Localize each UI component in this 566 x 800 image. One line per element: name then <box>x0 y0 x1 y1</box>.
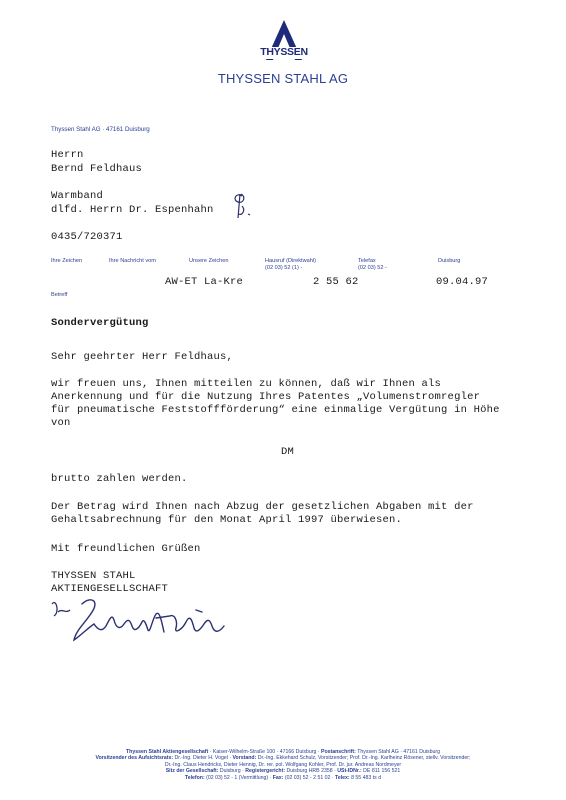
hausruf-value: 2 55 62 <box>313 276 359 288</box>
paragraph-3 <box>51 501 474 527</box>
label-hausruf: Hausruf (Direktwahl) (02 03) 52 (1) - <box>265 258 316 271</box>
footer <box>40 749 526 781</box>
label-unsere-zeichen: Unsere Zeichen <box>189 258 229 264</box>
label-ihre-zeichen: Ihre Zeichen <box>51 258 83 264</box>
paragraph-1-line: von <box>51 417 71 429</box>
recipient-number: 0435/720371 <box>51 231 123 243</box>
recipient-name: Bernd Feldhaus <box>51 163 143 175</box>
paragraph-1-line: Anerkennung und für die Nutzung Ihres Patentes „Volumenstromregler <box>51 391 481 403</box>
label-telefax: Telefax (02 03) 52 - <box>358 258 387 271</box>
paragraph-1-line: wir freuen uns, Ihnen mitteilen zu können, daß wir Ihnen als <box>51 378 442 390</box>
signatory-company-form: AKTIENGESELLSCHAFT <box>51 583 169 595</box>
recipient-department: Warmband <box>51 190 104 202</box>
subject: Sondervergütung <box>51 317 149 329</box>
signatory-company: THYSSEN STAHL <box>51 570 136 582</box>
company-name: THYSSEN STAHL AG <box>217 71 349 86</box>
label-ihre-nachricht: Ihre Nachricht vom <box>109 258 156 264</box>
footer-line-4: Sitz der Gesellschaft: Duisburg · Registergericht: Duisburg HRB 2358 · USt-IDNr.: DE 811 156 521 <box>165 768 401 775</box>
paragraph-3-line: Der Betrag wird Ihnen nach Abzug der gesetzlichen Abgaben mit der <box>51 501 474 513</box>
initials-mark <box>228 188 260 222</box>
recipient-salutation: Herrn <box>51 149 84 161</box>
paragraph-2: brutto zahlen werden. <box>51 473 188 485</box>
label-ort: Duisburg <box>438 258 461 264</box>
paragraph-1-line: für pneumatische Feststoffförderung“ eine einmalige Vergütung in Höhe <box>51 404 500 416</box>
paragraph-3-line: Gehaltsabrechnung für den Monat April 1997 überwiesen. <box>51 514 403 526</box>
footer-line-2: Vorsitzender des Aufsichtsrats: Dr.-Ing. Dieter H. Vogel · Vorstand: Dr.-Ing. Ekkehard Schulz, Vorsitzender; Prof. Dr.-Ing. Karlheinz Rösener, stellv. Vorsitzender; <box>95 755 471 762</box>
return-address: Thyssen Stahl AG · 47161 Duisburg <box>51 126 150 133</box>
closing: Mit freundlichen Grüßen <box>51 543 201 555</box>
footer-line-3: Dr.-Ing. Claus Hendricks, Dieter Hennig, Dr. rer. pol. Wolfgang Kohler, Prof. Dr. jur. Andreas Nordmeyer <box>164 761 402 768</box>
footer-line-1: Thyssen Stahl Aktiengesellschaft · Kaiser-Wilhelm-Straße 100 · 47166 Duisburg · Postanschrift: Thyssen Stahl AG · 47161 Duisburg <box>126 749 440 755</box>
amount-currency: DM <box>281 446 295 458</box>
unsere-zeichen-value: AW-ET La-Kre <box>165 276 244 288</box>
paragraph-1 <box>51 378 500 430</box>
footer-line-5: Telefon: (02 03) 52 - 1 (Vermittlung) · Fax: (02 03) 52 - 2 51 02 · Telex: 8 55 483 ts d <box>184 774 382 781</box>
recipient-via: dlfd. Herrn Dr. Espenhahn <box>51 204 214 216</box>
logo-wordmark: THYSSEN <box>260 46 308 58</box>
greeting: Sehr geehrter Herr Feldhaus, <box>51 351 234 363</box>
date-value: 09.04.97 <box>436 276 489 288</box>
label-betreff: Betreff <box>51 292 68 298</box>
handwritten-signature <box>46 590 246 652</box>
